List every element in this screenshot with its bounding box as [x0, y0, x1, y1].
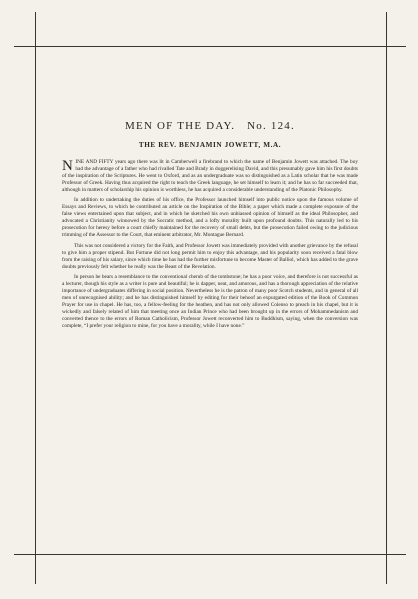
article-body	[62, 120, 358, 333]
top-crop-rule	[14, 46, 406, 47]
left-crop-rule	[35, 12, 36, 584]
paragraph-3: This was not considered a victory for the Faith, and Professor Jowett was immediately provided with another grievance by the refusal to give him a proper stipend. But Fortune did not long permit him to enjoy this advantage, and his popularity soon received a fatal blow from the raising of his salary, since which time he has had the further misfortune to become Master of Balliol, which has added to the grave doubts previously felt whether he really was the Beast of the Revelation.	[62, 242, 358, 270]
article-heading	[62, 120, 358, 132]
right-crop-rule	[386, 12, 387, 584]
issue-number: No. 124.	[247, 120, 295, 132]
subject-name: THE REV. BENJAMIN JOWETT, M.A.	[138, 141, 282, 149]
lead-in-text: INE AND FIFTY	[75, 159, 114, 165]
paragraph-1	[62, 159, 358, 194]
paragraph-4: In person he bears a resemblance to the conventional cherub of the tombstone; he has a poor voice, and therefore is not successful as a lecturer, though his style as a writer is pure and beautiful; he is dapper, neat, and amorous, and has a thorough appreciation of the relative importance of undergraduates differing in social position. Nevertheless he is the patron of many poor Scotch students, and in general of all men of unrecognised ability; and he has distinguished himself by editing for their behoof an expurgated edition of the Book of Common Prayer for use in chapel. He has, too, a fellow-feeling for the heathen, and has not only allowed Colenso to preach in his chapel, but it is wickedly and falsely related of him that meeting once an Indian Prince who had been brought up in the errors of Mohammedanism and converted thence to the errors of Roman Catholicism, Professor Jowett reconverted him to Buddhism, saying, when the conversion was complete, “I prefer your religion to mine, for you have a morality, while I have none.”	[62, 273, 358, 330]
drop-cap: N	[62, 158, 74, 174]
paragraph-2: In addition to undertaking the duties of his office, the Professor launched himself into public notice upon the famous volume of Essays and Reviews, to which he contributed an article on the Inspiration of the Bible; a paper which made a complete exposure of the false views entertained upon that subject, and in which he sketched his own unbiassed opinion of himself as the ideal Philosopher, and advocated a Christianity winnowed by the Socratic method, and a lofty morality built upon profound doubts. This naturally led to his prosecution for heresy before a court chiefly maintained for the recovery of small debts, but the prosecution failed owing to the judicious trimming of the Assessor to the Court, that eminent arbitrator, Mr. Montague Bernard.	[62, 197, 358, 239]
bottom-crop-rule	[14, 554, 406, 555]
paragraph-1-text: years ago there was lit in Camberwell a firebrand to which the name of Benjamin Jowett was attached. The boy had the advantage of a father who had rivalled Tate and Brady in doggerelising David, and this presumably gave him his first doubts of the inspiration of the Scriptures. He went to Oxford, and as an undergraduate was so distinguished as a Latin scholar that he was made Professor of Greek. Having thus acquired the right to teach the Greek language, he set himself to learn it; and he has so far succeeded that, although in matters of scholarship his opinion is worthless, he has acquired a considerable understanding of the Platonic Philosophy.	[62, 159, 358, 194]
series-title: MEN OF THE DAY.	[125, 120, 236, 132]
